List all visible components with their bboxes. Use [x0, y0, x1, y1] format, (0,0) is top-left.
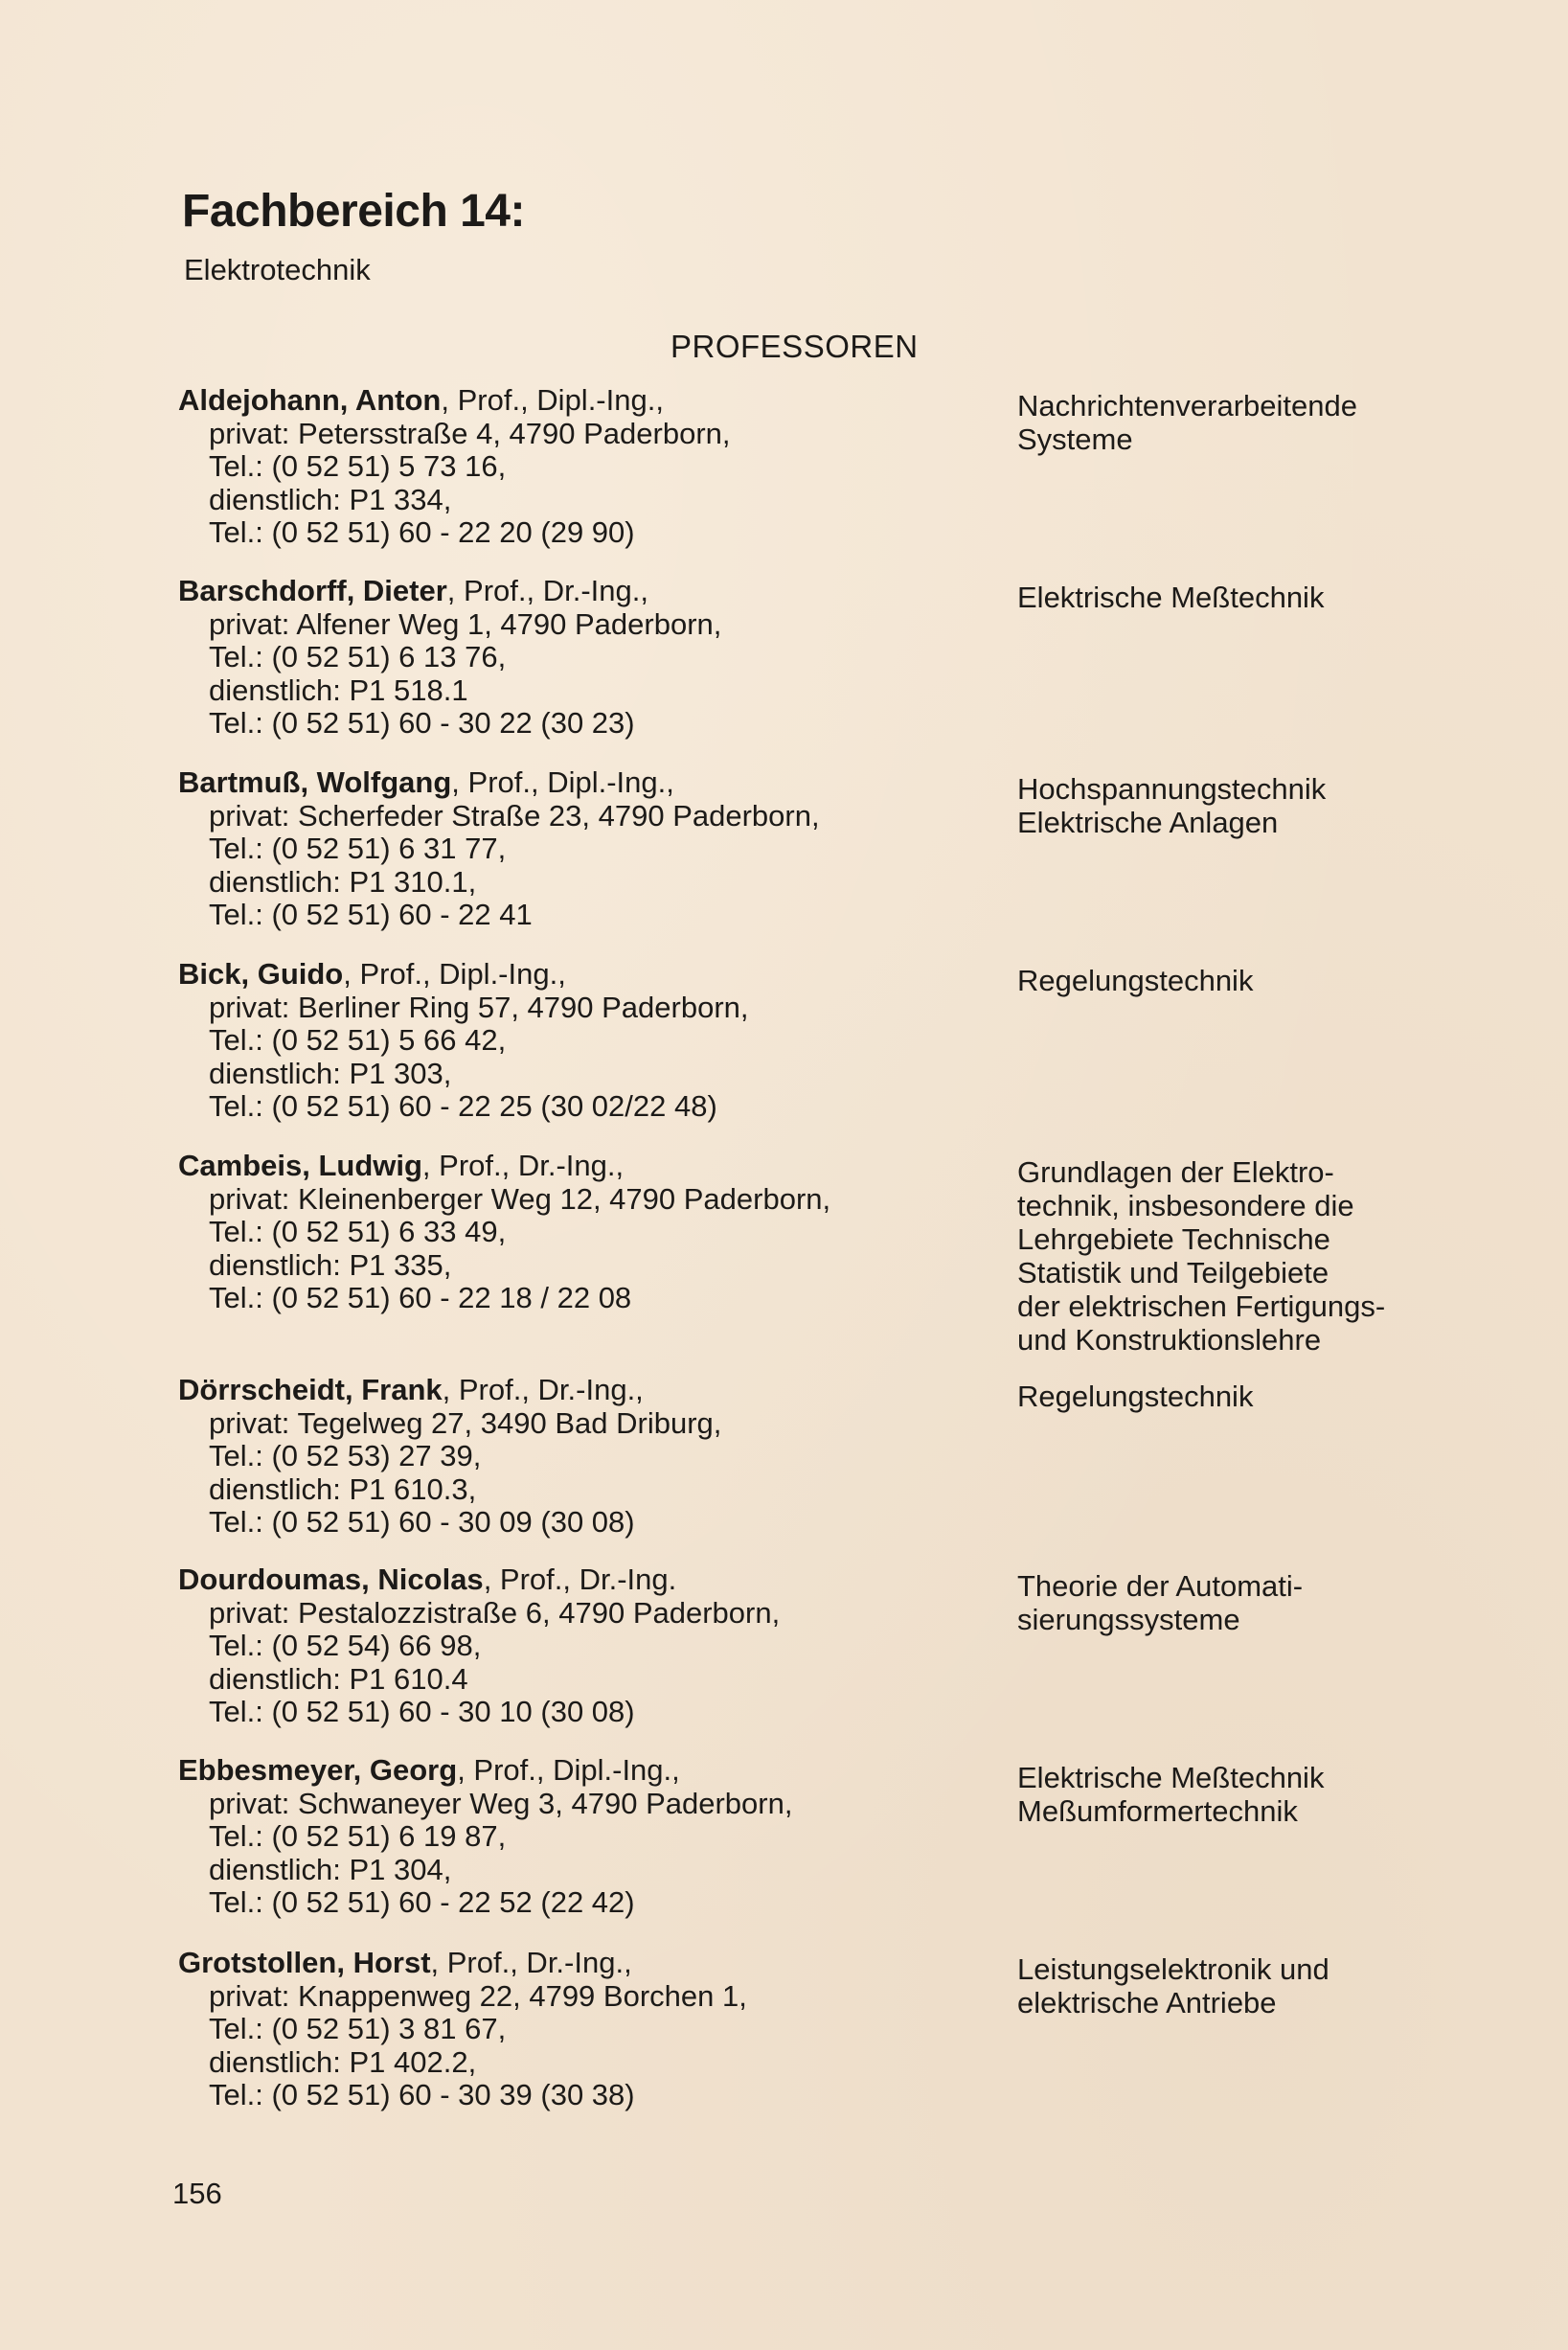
private-phone: Tel.: (0 52 53) 27 39, — [209, 1439, 482, 1472]
professor-name: Ebbesmeyer, Georg — [178, 1753, 458, 1787]
page-subtitle: Elektrotechnik — [184, 253, 371, 286]
subject-area — [1017, 1761, 1496, 1828]
subject-line: Grundlagen der Elektro- — [1017, 1155, 1334, 1189]
private-phone: Tel.: (0 52 51) 5 66 42, — [209, 1023, 507, 1057]
private-address: privat: Schwaneyer Weg 3, 4790 Paderborn, — [209, 1786, 793, 1820]
office-phone: Tel.: (0 52 51) 60 - 22 20 (29 90) — [209, 515, 635, 549]
subject-line: Elektrische Meßtechnik — [1017, 581, 1325, 614]
private-address: privat: Tegelweg 27, 3490 Bad Driburg, — [209, 1405, 722, 1440]
professor-entry — [178, 384, 1002, 550]
office-room: dienstlich: P1 518.1 — [209, 673, 468, 707]
private-address: privat: Knappenweg 22, 4799 Borchen 1, — [209, 1978, 747, 2013]
professor-entry — [178, 1754, 1002, 1920]
professor-name: Dourdoumas, Nicolas — [178, 1563, 484, 1596]
office-phone: Tel.: (0 52 51) 60 - 22 25 (30 02/22 48) — [209, 1089, 717, 1123]
professor-name: Grotstollen, Horst — [178, 1946, 431, 1979]
office-room: dienstlich: P1 303, — [209, 1056, 452, 1090]
subject-line: Regelungstechnik — [1017, 1380, 1254, 1413]
section-heading: PROFESSOREN — [670, 329, 919, 364]
professor-entry — [178, 1374, 1002, 1540]
entry-name-line — [178, 1754, 1002, 1788]
private-phone: Tel.: (0 52 51) 6 33 49, — [209, 1215, 507, 1248]
subject-area — [1017, 1569, 1496, 1636]
office-phone: Tel.: (0 52 51) 60 - 22 52 (22 42) — [209, 1885, 635, 1919]
entry-name-line — [178, 1374, 1002, 1407]
professor-title: , Prof., Dipl.-Ing., — [451, 765, 674, 799]
professor-title: , Prof., Dr.-Ing., — [430, 1946, 632, 1979]
subject-line: Lehrgebiete Technische — [1017, 1222, 1330, 1256]
private-phone: Tel.: (0 52 51) 6 13 76, — [209, 640, 507, 673]
office-phone: Tel.: (0 52 51) 60 - 22 41 — [209, 898, 533, 931]
professor-title: , Prof., Dipl.-Ing., — [441, 383, 664, 417]
subject-area — [1017, 581, 1496, 614]
private-phone: Tel.: (0 52 54) 66 98, — [209, 1629, 482, 1662]
professor-title: , Prof., Dr.-Ing., — [421, 1149, 625, 1182]
entry-name-line — [178, 575, 1002, 608]
subject-line: sierungssysteme — [1017, 1603, 1240, 1636]
professor-entry — [178, 958, 1002, 1124]
private-address: privat: Alfener Weg 1, 4790 Paderborn, — [209, 606, 722, 641]
professor-title: , Prof., Dr.-Ing., — [446, 574, 648, 607]
private-phone: Tel.: (0 52 51) 5 73 16, — [209, 449, 507, 483]
office-phone: Tel.: (0 52 51) 60 - 22 18 / 22 08 — [209, 1281, 632, 1314]
entry-name-line — [178, 1150, 1002, 1183]
page-title: Fachbereich 14: — [182, 186, 525, 237]
office-phone: Tel.: (0 52 51) 60 - 30 09 (30 08) — [209, 1505, 635, 1539]
professor-title: , Prof., Dr.-Ing., — [442, 1373, 644, 1406]
subject-area — [1017, 1952, 1496, 2019]
private-address: privat: Petersstraße 4, 4790 Paderborn, — [209, 416, 731, 450]
private-address: privat: Scherfeder Straße 23, 4790 Paderborn, — [209, 798, 820, 833]
subject-line: elektrische Antriebe — [1017, 1986, 1277, 2019]
subject-line: Regelungstechnik — [1017, 964, 1254, 997]
entry-name-line — [178, 1563, 1002, 1597]
entry-name-line — [178, 958, 1002, 992]
professor-title: , Prof., Dipl.-Ing., — [343, 957, 566, 991]
office-phone: Tel.: (0 52 51) 60 - 30 39 (30 38) — [209, 2078, 635, 2111]
office-room: dienstlich: P1 304, — [209, 1852, 452, 1886]
office-room: dienstlich: P1 334, — [209, 482, 452, 516]
professor-entry — [178, 1947, 1002, 2112]
entry-name-line — [178, 766, 1002, 800]
subject-line: Nachrichtenverarbeitende — [1017, 389, 1357, 422]
subject-line: Elektrische Anlagen — [1017, 806, 1279, 839]
page-number: 156 — [172, 2177, 222, 2210]
office-phone: Tel.: (0 52 51) 60 - 30 22 (30 23) — [209, 706, 635, 740]
subject-area — [1017, 1155, 1496, 1357]
office-room: dienstlich: P1 402.2, — [209, 2044, 477, 2079]
subject-line: Elektrische Meßtechnik — [1017, 1761, 1325, 1794]
professor-title: , Prof., Dr.-Ing. — [483, 1563, 677, 1596]
entry-name-line — [178, 1947, 1002, 1980]
office-room: dienstlich: P1 610.3, — [209, 1472, 477, 1506]
professor-name: Bick, Guido — [178, 957, 344, 991]
office-room: dienstlich: P1 610.4 — [209, 1661, 468, 1696]
professor-entry — [178, 1563, 1002, 1729]
professor-entry — [178, 575, 1002, 741]
professor-entry — [178, 766, 1002, 932]
subject-line: technik, insbesondere die — [1017, 1189, 1354, 1222]
professor-entry — [178, 1150, 1002, 1315]
subject-area — [1017, 389, 1496, 456]
subject-line: der elektrischen Fertigungs- — [1017, 1289, 1386, 1323]
subject-line: Statistik und Teilgebiete — [1017, 1256, 1329, 1289]
subject-line: Hochspannungstechnik — [1017, 772, 1327, 806]
private-address: privat: Kleinenberger Weg 12, 4790 Paderborn, — [209, 1181, 831, 1216]
professor-name: Bartmuß, Wolfgang — [178, 765, 452, 799]
subject-area — [1017, 1380, 1496, 1413]
private-phone: Tel.: (0 52 51) 3 81 67, — [209, 2012, 507, 2045]
professor-title: , Prof., Dipl.-Ing., — [457, 1753, 680, 1787]
subject-line: Leistungselektronik und — [1017, 1952, 1329, 1986]
office-room: dienstlich: P1 310.1, — [209, 864, 477, 899]
subject-line: Meßumformertechnik — [1017, 1794, 1298, 1828]
professor-name: Aldejohann, Anton — [178, 383, 442, 417]
private-phone: Tel.: (0 52 51) 6 19 87, — [209, 1819, 507, 1853]
private-phone: Tel.: (0 52 51) 6 31 77, — [209, 832, 507, 865]
professor-name: Dörrscheidt, Frank — [178, 1373, 443, 1406]
professor-name: Cambeis, Ludwig — [178, 1149, 422, 1182]
subject-area — [1017, 964, 1496, 997]
private-address: privat: Berliner Ring 57, 4790 Paderborn, — [209, 990, 749, 1024]
office-room: dienstlich: P1 335, — [209, 1247, 452, 1282]
office-phone: Tel.: (0 52 51) 60 - 30 10 (30 08) — [209, 1695, 635, 1728]
private-address: privat: Pestalozzistraße 6, 4790 Paderborn, — [209, 1595, 781, 1630]
entry-name-line — [178, 384, 1002, 418]
subject-line: und Konstruktionslehre — [1017, 1323, 1322, 1357]
subject-line: Systeme — [1017, 422, 1133, 456]
professor-name: Barschdorff, Dieter — [178, 574, 447, 607]
subject-line: Theorie der Automati- — [1017, 1569, 1304, 1603]
subject-area — [1017, 772, 1496, 839]
